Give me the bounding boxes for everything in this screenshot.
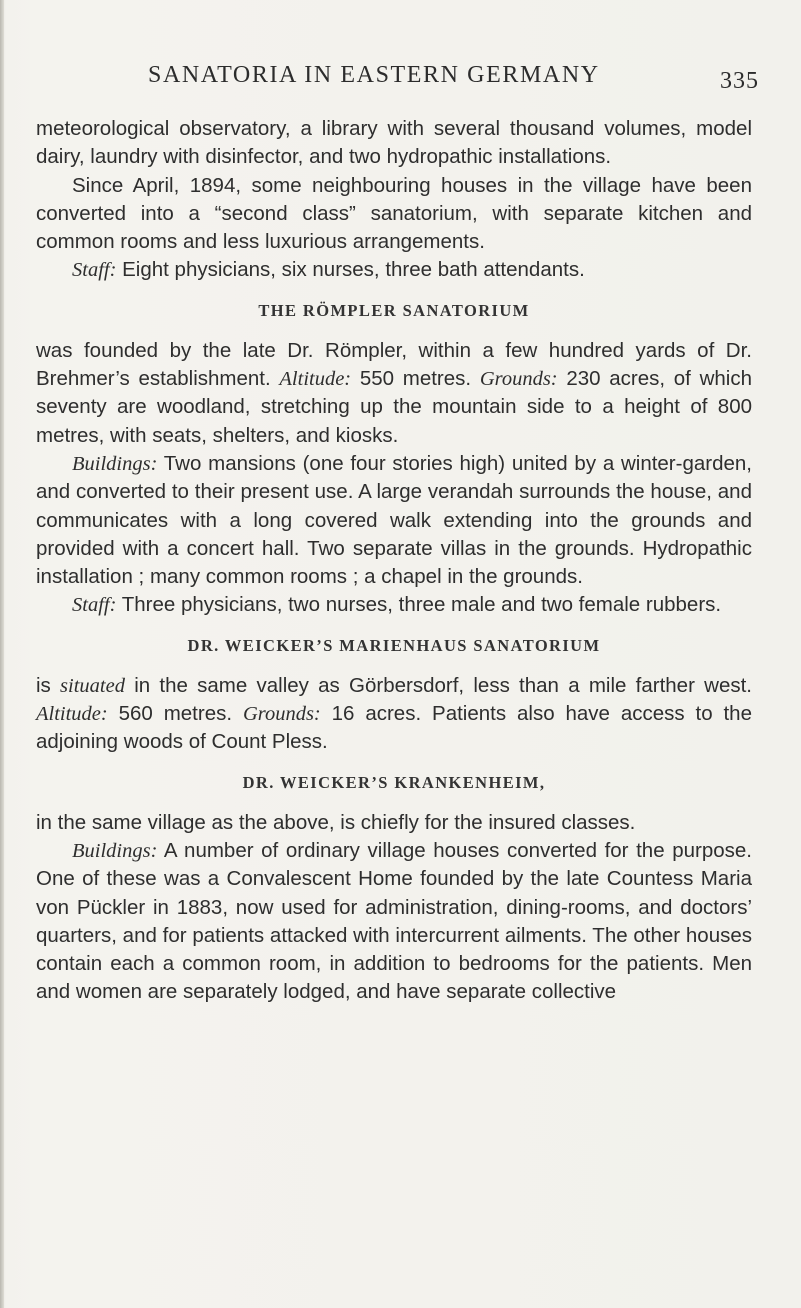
- buildings-label: Buildings:: [72, 839, 158, 862]
- marienhaus-text-c: 560 metres.: [107, 702, 243, 726]
- rompler-text-b: 550 metres.: [351, 367, 480, 391]
- buildings-label: Buildings:: [72, 452, 158, 475]
- paragraph-krankenheim: in the same village as the above, is chiefly for the insured classes.: [36, 810, 636, 834]
- paragraph-rompler-founded: [36, 337, 752, 450]
- running-head: SANATORIA IN EASTERN GERMANY: [148, 62, 600, 88]
- paragraph-marienhaus: [36, 672, 752, 757]
- heading-krankenheim: DR. WEICKER’S KRANKENHEIM,: [242, 772, 546, 792]
- altitude-label: Altitude:: [36, 703, 108, 726]
- paragraph-staff-brehmer: [36, 256, 752, 284]
- staff-label: Staff:: [72, 594, 117, 617]
- grounds-label: Grounds:: [479, 368, 558, 391]
- marienhaus-text-d: 16 acres. Patients also have access to the adjoining woods of Count Pless.: [36, 702, 752, 754]
- paragraph-rompler-buildings: [36, 450, 752, 591]
- rompler-text-a: was founded by the late Dr. Römpler, within a few hundred yards of Dr. Brehmer’s establishment.: [36, 338, 752, 391]
- buildings-text: Two mansions (one four stories high) united by a winter-garden, and converted to their present use. A large verandah surrounds the house, and communicates with a long covered walk extending into the grounds and provided with a concert hall. Two separate villas in the grounds. Hydropathic installation ; many common rooms ; a chapel in the grounds.: [36, 451, 752, 589]
- staff-text: Eight physicians, six nurses, three bath attendants.: [116, 258, 585, 282]
- paragraph-rompler-staff: [36, 591, 752, 619]
- body-text: [36, 115, 752, 1007]
- paragraph-krankenheim-buildings: [36, 837, 752, 1007]
- marienhaus-text-b: in the same valley as Görbersdorf, less than a mile farther west.: [124, 673, 752, 697]
- heading-rompler-sanatorium: THE RÖMPLER SANATORIUM: [258, 300, 530, 320]
- grounds-label: Grounds:: [242, 703, 321, 726]
- heading-marienhaus-sanatorium: DR. WEICKER’S MARIENHAUS SANATORIUM: [187, 635, 601, 655]
- staff-text: Three physicians, two nurses, three male and two female rubbers.: [116, 593, 722, 617]
- page-spine-shadow: [0, 0, 4, 1308]
- staff-label: Staff:: [72, 259, 117, 282]
- marienhaus-text-a: is: [36, 673, 61, 697]
- buildings-text: A number of ordinary village houses converted for the purpose. One of these was a Convalescent Home founded by the late Countess Maria von Pückler in 1883, now used for administration, dining-rooms, and doctors’ quarters, and for patients attacked with intercurrent ailments. The other houses contain each a common room, in addition to bedrooms for the patients. Men and women are separately lodged, and have separate collective: [36, 838, 752, 1004]
- altitude-label: Altitude:: [279, 368, 352, 391]
- page-number: 335: [720, 68, 759, 94]
- rompler-text-c: 230 acres, of which seventy are woodland, stretching up the mountain side to a height of 800 metres, with seats, shelters, and kiosks.: [36, 367, 753, 447]
- paragraph-continuation: meteorological observatory, a library with several thousand volumes, model dairy, laundry with disinfector, and two hydropathic installations.: [36, 117, 752, 169]
- situated-label: situated: [60, 674, 125, 697]
- paragraph-second-class: Since April, 1894, some neighbouring houses in the village have been converted into a “second class” sanatorium, with separate kitchen and common rooms and less luxurious arrangements.: [36, 173, 752, 254]
